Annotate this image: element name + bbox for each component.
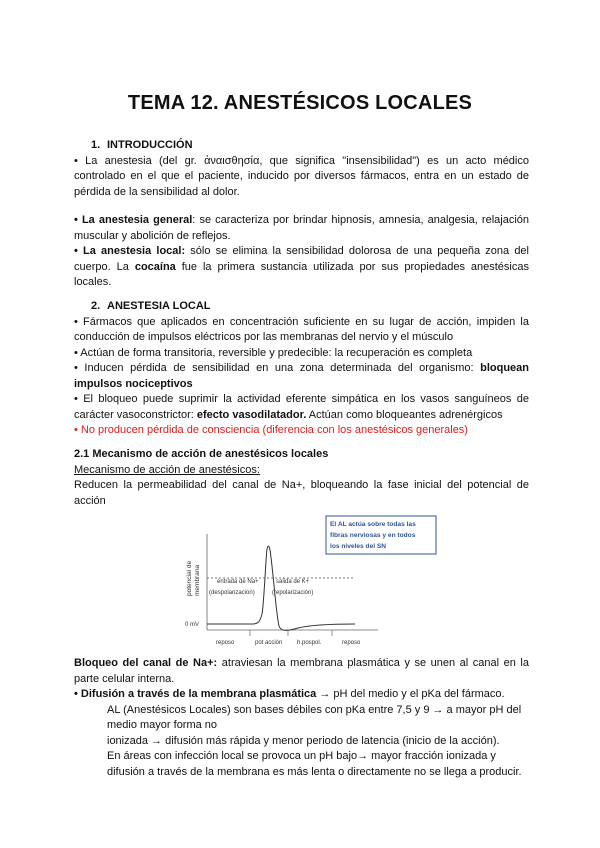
text-span: • El bloqueo puede suprimir la actividad eferente simpática en los vasos sanguíneos de carácter vasoconstrictor: [74,393,529,421]
section-introduccion [74,138,529,291]
paragraph-anestesia: • La anestesia (del gr. ἀναισθησία, que significa "insensibilidad") es un acto médico controlado en el que el paciente, inducido por diversos fármacos, entra en un estado de pérdida de la sensibilidad al dolor. [74,154,529,198]
label-entrada-na: entrada de Na+ [217,579,259,585]
subsection-heading: 2.1 Mecanismo de acción de anestésicos locales [74,448,329,460]
text-span: fue la primera sustancia utilizada por sus propiedades anestésicas locales. [74,260,529,288]
label-despolarizacion: (despolarización) [209,590,255,596]
bullet-farmacos: • Fármacos que aplicados en concentración suficiente en su lugar de acción, impiden la conducción de impulsos eléctricos por las membranas del nervio y el músculo [74,315,529,343]
paragraph-anestesia-local [74,244,529,291]
text-span: : se caracteriza por brindar hipnosis, amnesia, analgesia, relajación muscular y abolición de reflejos. [74,214,529,242]
callout-line-2: fibras nerviosas y en todos [330,532,416,539]
paragraph-anestesia-general [74,213,529,244]
y-axis-label-1: potencial de [186,560,193,596]
paragraph-infeccion: En áreas con infección local se provoca un pH bajo→ mayor fracción ionizada y difusión a través de la membrana es más lenta o directamente no se llega a producir. [107,750,522,778]
section-anestesia-local [74,299,529,439]
paragraph-bases-debiles: AL (Anestésicos Locales) son bases débiles con pKa entre 7,5 y 9 → a mayor pH del medio mayor forma no [107,703,522,731]
paragraph-bloqueo-canal [74,656,529,687]
paragraph-permeabilidad: Reducen la permeabilidad del canal de Na+, bloqueando la fase inicial del potencial de acción [74,479,529,507]
action-potential-curve [207,546,355,630]
section-number: 2. [91,300,101,312]
text-span: Actúan como bloqueantes adrenérgicos [306,408,503,421]
section-mecanismo [74,447,529,509]
bold-term: Bloqueo del canal de Na+: [74,657,218,669]
subsection-subheading: Mecanismo de acción de anestésicos: [74,463,260,476]
phase-label-h-pospol: h.pospol. [297,640,322,646]
bold-term: bloquean impulsos nociceptivos [74,362,529,390]
page-title: TEMA 12. ANESTÉSICOS LOCALES [127,92,473,114]
text-span: • Inducen pérdida de sensibilidad en una zona determinada del organismo: [74,362,481,374]
bold-term: • La anestesia general [74,214,193,226]
section-bloqueo [74,656,529,780]
bold-term: efecto vasodilatador. [196,408,307,421]
bold-term: • Difusión a través de la membrana plasmática [74,688,317,700]
action-potential-figure [180,514,440,650]
phase-label-pot-accion: pot acción [255,640,283,646]
label-repolarizacion: (repolarización) [272,590,314,596]
paragraph-ionizada: ionizada → difusión más rápida y menor periodo de latencia (inicio de la acción). [107,734,500,747]
callout-line-1: El AL actúa sobre todas las [330,521,416,528]
bullet-actuan: • Actúan de forma transitoria, reversible y predecible: la recuperación es completa [74,346,473,359]
bold-term: • La anestesia local: [74,245,186,257]
text-span: → pH del medio y el pKa del fármaco. [316,688,505,700]
text-span: sólo se elimina la sensibilidad dolorosa de una pequeña zona del cuerpo. La [74,245,529,273]
bullet-consciencia: • No producen pérdida de consciencia (diferencia con los anestésicos generales) [74,424,468,436]
section-heading-1 [74,138,529,154]
section-heading-text: INTRODUCCIÓN [107,139,193,151]
y-axis-label-2: membrana [194,564,201,596]
callout-line-3: los niveles del SN [330,543,387,550]
text-span: atraviesan la membrana plasmática y se unen al canal en la parte celular interna. [74,657,529,685]
bullet-inducen [74,361,529,392]
section-heading-text: ANESTESIA LOCAL [107,300,211,312]
phase-label-reposo-2: reposo [342,640,361,646]
bullet-difusion [74,687,529,703]
bold-term: cocaína [134,260,176,273]
phase-label-reposo: reposo [216,640,235,646]
section-heading-2 [74,299,529,315]
label-zero-mv: 0 mV [185,622,200,628]
section-number: 1. [91,139,101,151]
bullet-bloqueo [74,392,529,423]
label-salida-k: salida de K+ [276,579,310,585]
